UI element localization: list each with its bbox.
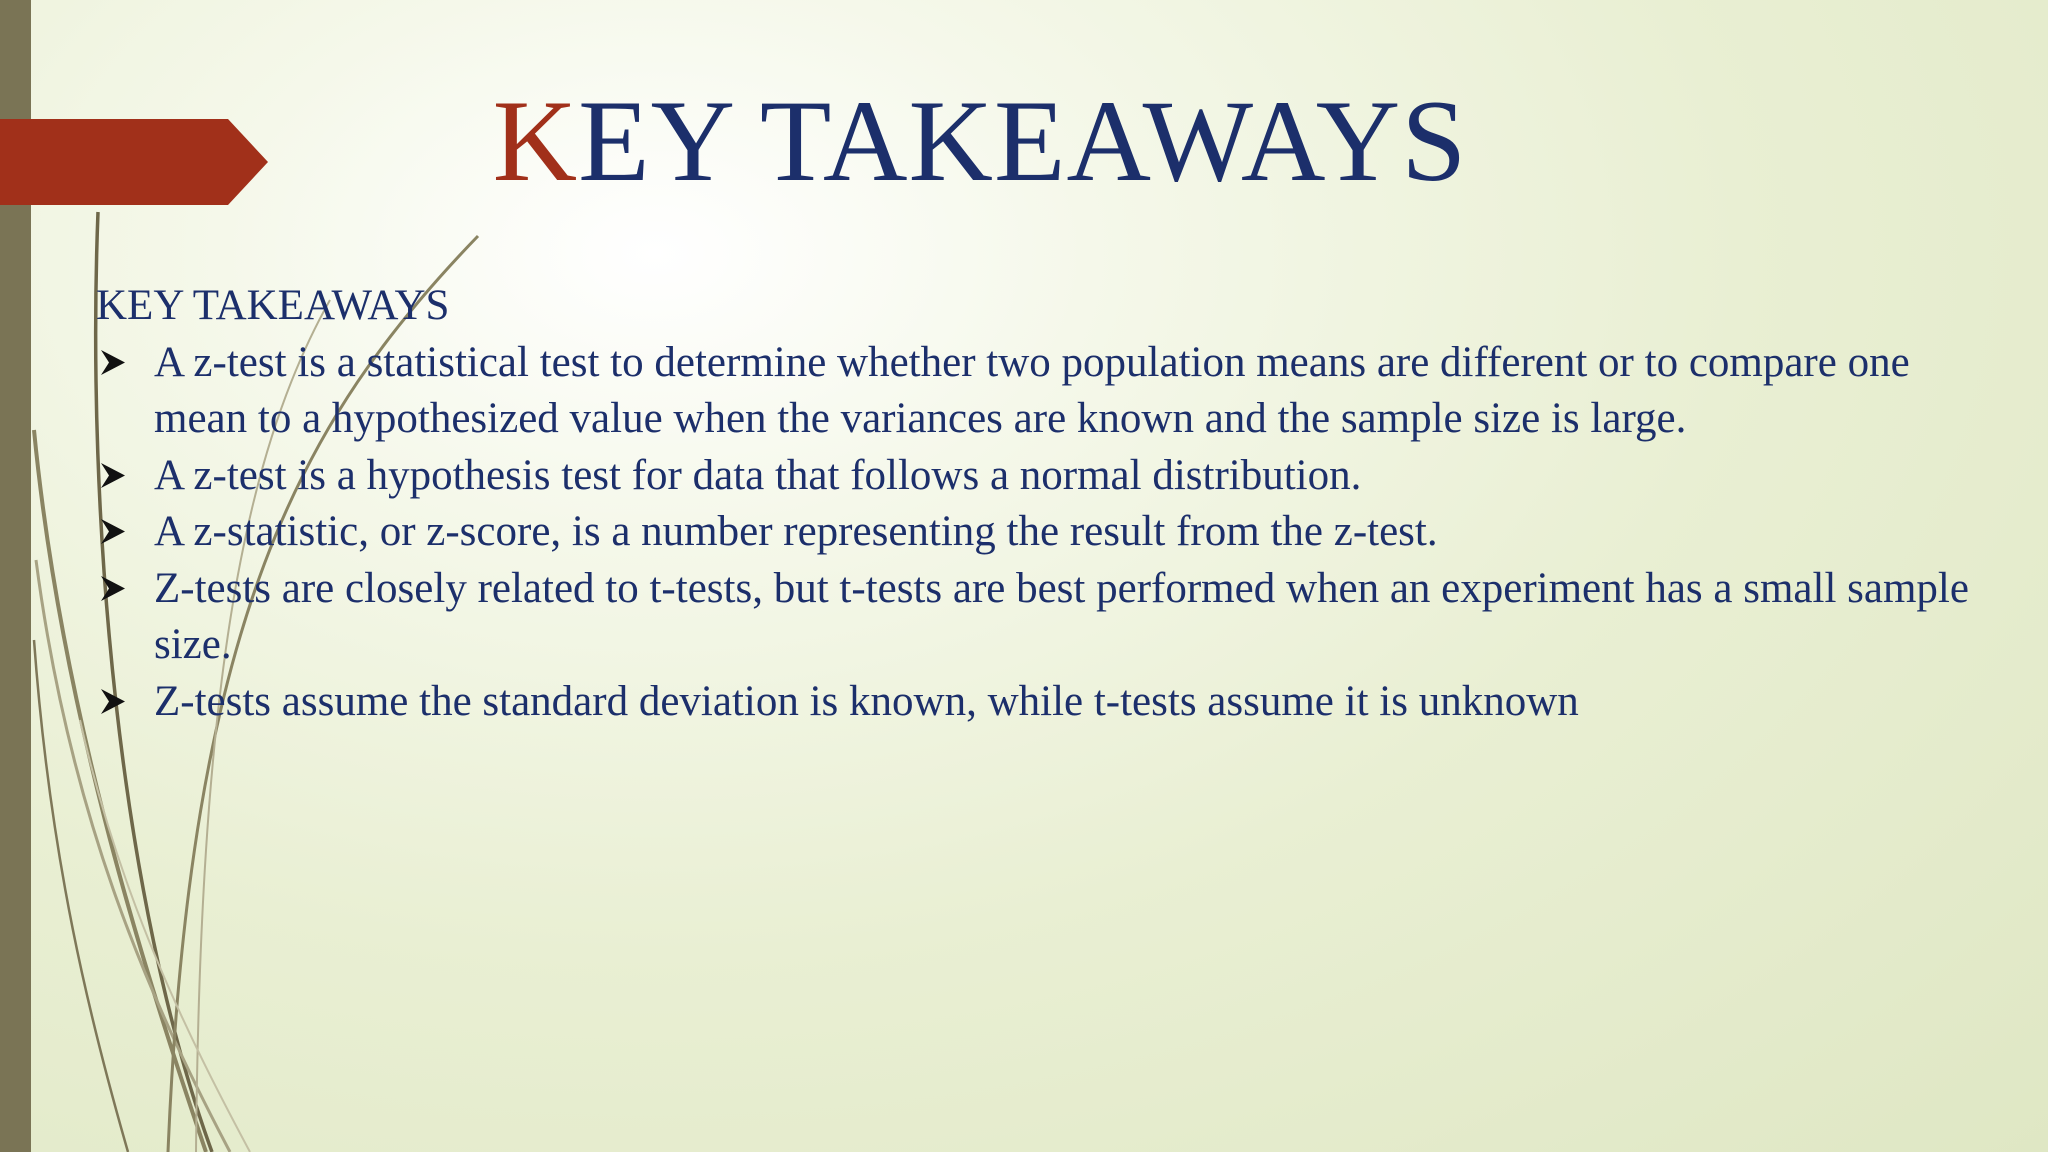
title-first-letter: K bbox=[492, 77, 579, 206]
arrow-bullet-icon bbox=[100, 518, 126, 545]
bullet-text: Z-tests are closely related to t-tests, but t-tests are best performed when an experiment has a small sample size. bbox=[154, 564, 1969, 668]
arrow-bullet-icon bbox=[100, 688, 126, 715]
bullet-text: Z-tests assume the standard deviation is known, while t-tests assume it is unknown bbox=[154, 677, 1579, 725]
bullet-text: A z-statistic, or z-score, is a number representing the result from the z-test. bbox=[154, 508, 1438, 555]
takeaways-list bbox=[96, 335, 1969, 731]
list-item bbox=[96, 674, 1984, 731]
list-item bbox=[96, 335, 1984, 448]
bullet-text: A z-test is a statistical test to determine whether two population means are different or to compare one mean to a hypothesized value when the variances are known and the sample size is large. bbox=[154, 338, 1910, 442]
list-item bbox=[96, 448, 1984, 505]
arrow-bullet-icon bbox=[100, 349, 126, 376]
title-rest: EY TAKEAWAYS bbox=[578, 77, 1468, 206]
slide-content bbox=[96, 278, 1969, 730]
bullet-text: A z-test is a hypothesis test for data that follows a normal distribution. bbox=[154, 451, 1362, 499]
arrow-bullet-icon bbox=[100, 575, 126, 602]
content-heading: KEY TAKEAWAYS bbox=[96, 282, 450, 329]
arrow-bullet-icon bbox=[100, 462, 126, 489]
list-item bbox=[96, 504, 1984, 561]
list-item bbox=[96, 561, 1984, 674]
slide-title bbox=[0, 72, 1960, 212]
